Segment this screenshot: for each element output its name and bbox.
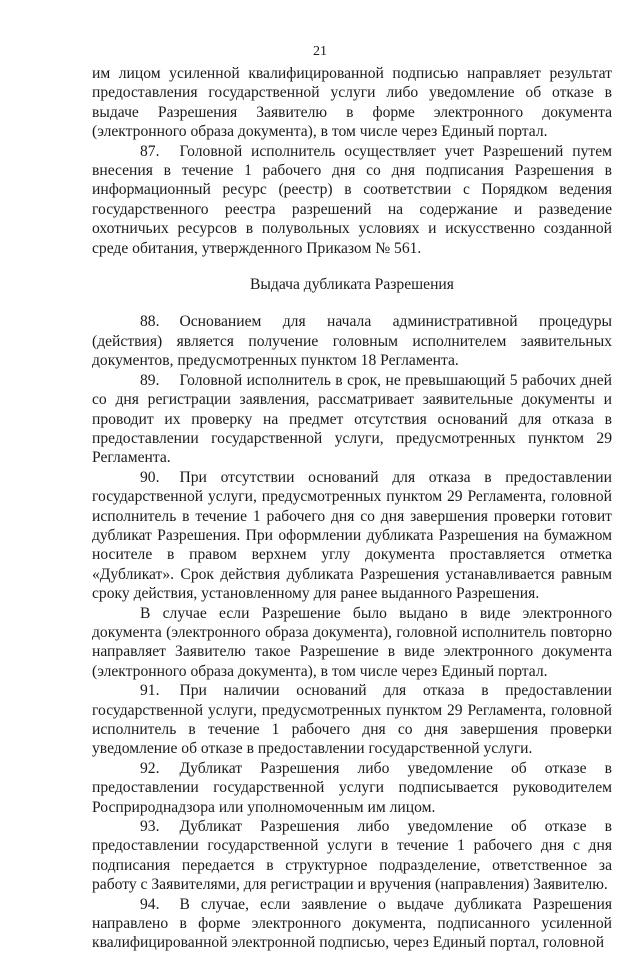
paragraph-text: В случае, если заявление о выдаче дубликата Разрешения направлено в форме электронного документа, подписанного усиленной квалифицированной электронной подписью, через Единый портал, головной (92, 895, 612, 952)
paragraph-text: Головной исполнитель осуществляет учет Разрешений путем внесения в течение 1 рабочего дня со дня подписания Разрешения в информационный ресурс (реестр) в соответствии с Порядком ведения государственного реестра разрешений на содержание и разведение охотничьих ресурсов в полувольных условиях и искусственно созданной среде обитания, утвержденного Приказом № 561. (92, 142, 612, 257)
paragraph-number: 92. (140, 759, 160, 777)
paragraph-number: 90. (140, 468, 160, 486)
section-heading: Выдача дубликата Разрешения (250, 276, 454, 294)
paragraph-94 (92, 895, 612, 953)
paragraph-90 (92, 468, 612, 604)
paragraph-90-electronic (92, 604, 612, 682)
page-number: 21 (313, 44, 327, 59)
paragraph-number: 91. (140, 682, 160, 700)
paragraph-91 (92, 681, 612, 759)
paragraph-87 (92, 142, 612, 258)
paragraph-88 (92, 312, 612, 370)
paragraph-89 (92, 371, 612, 468)
paragraph-text: При отсутствии оснований для отказа в предоставлении государственной услуги, предусмотренных пунктом 29 Регламента, головной исполнитель в течение 1 рабочего дня со дня завершения проверки готовит дубликат Разрешения. При оформлении дубликата Разрешения на бумажном носителе в правом верхнем углу документа проставляется отметка «Дубликат». Срок действия дубликата Разрешения устанавливается равным сроку действия, установленному для ранее выданного Разрешения. (92, 468, 612, 603)
document-body (92, 64, 612, 953)
paragraph-93 (92, 817, 612, 895)
paragraph-number: 88. (140, 313, 160, 331)
paragraph-text: При наличии оснований для отказа в предоставлении государственной услуги, предусмотренных пунктом 29 Регламента, головной исполнитель в течение 1 рабочего дня со дня завершения проверки уведомление об отказе в предоставлении государственной услуги. (92, 682, 612, 758)
paragraph-92 (92, 759, 612, 817)
paragraph-text: Головной исполнитель в срок, не превышающий 5 рабочих дней со дня регистрации заявления, рассматривает заявительные документы и проводит их проверку на предмет отсутствия оснований для отказа в предоставлении государственной услуги, предусмотренных пунктом 29 Регламента. (92, 371, 612, 467)
paragraph-number: 89. (140, 371, 160, 389)
paragraph-text: Дубликат Разрешения либо уведомление об отказе в предоставлении государственной услуги в течение 1 рабочего дня с дня подписания передается в структурное подразделение, ответственное за работу с Заявителями, для регистрации и вручения (направления) Заявителю. (92, 818, 612, 894)
paragraph-continuation (92, 64, 612, 142)
paragraph-text: В случае если Разрешение было выдано в виде электронного документа (электронного образа документа), головной исполнитель повторно направляет Заявителю такое Разрешение в виде электронного документа (электронного образа документа), в том числе через Единый портал. (92, 604, 612, 680)
paragraph-number: 93. (140, 818, 160, 836)
paragraph-text: им лицом усиленной квалифицированной подписью направляет результат предоставления государственной услуги либо уведомление об отказе в выдаче Разрешения Заявителю в форме электронного документа (электронного образа документа), в том числе через Единый портал. (92, 65, 612, 141)
paragraph-text: Основанием для начала административной процедуры (действия) является получение головным исполнителем заявительных документов, предусмотренных пунктом 18 Регламента. (92, 313, 612, 370)
paragraph-text: Дубликат Разрешения либо уведомление об отказе в предоставлении государственной услуги подписывается руководителем Росприроднадзора или уполномоченным им лицом. (92, 759, 612, 816)
paragraph-number: 87. (140, 142, 160, 160)
paragraph-number: 94. (140, 895, 160, 913)
